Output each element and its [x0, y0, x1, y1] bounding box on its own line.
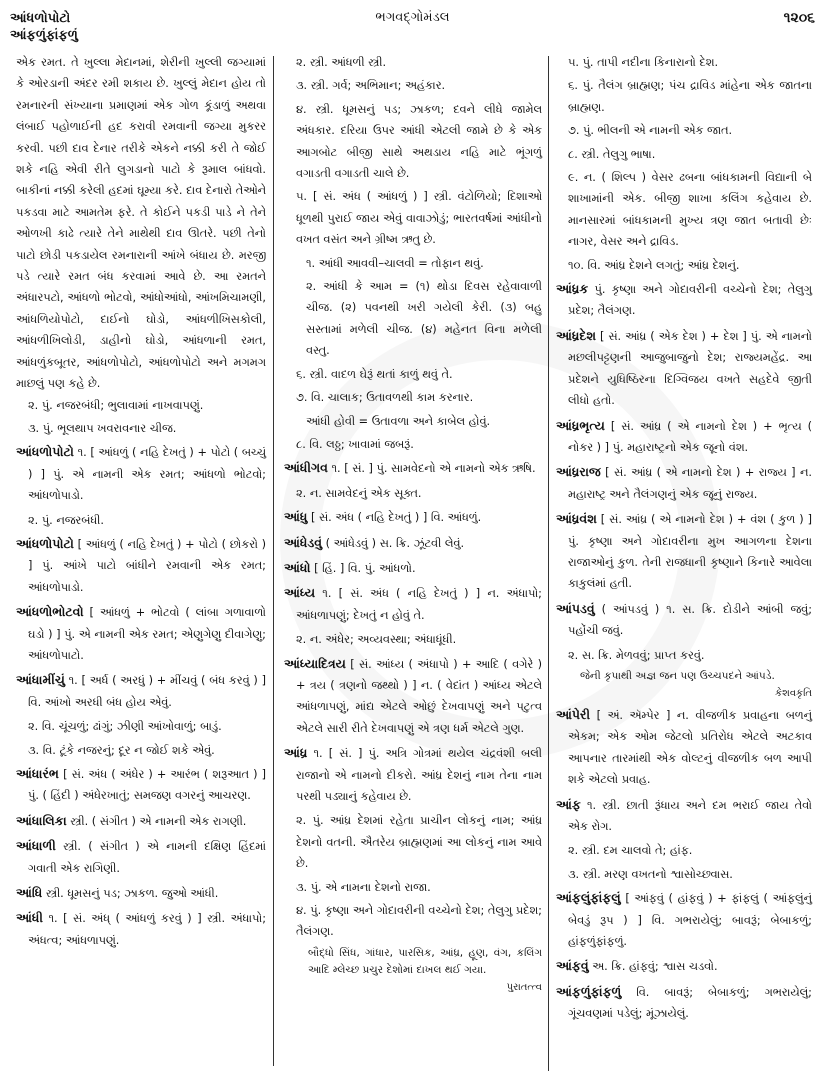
- definition-text: સ્ત્રી. ( સંગીત ) એ નામની એક રાગણી.: [70, 814, 247, 828]
- definition-text: ૧. સ્ત્રી. છાતી રૂંધાય અને દમ ભરાઈ જાય તેવો એક રોગ.: [568, 798, 812, 833]
- sense-definition: ૮. વિ. લઠ્ઠ; ખાવામાં જબરૂં.: [296, 437, 414, 451]
- headword: આંધી: [16, 910, 43, 926]
- definition-text: [ હિં. ] વિ. પું. આંધળો.: [314, 561, 416, 575]
- headword: આંધળોપોટો: [16, 444, 74, 460]
- sense-definition: ૬. સ્ત્રી. વાદળ ઘેરૂં થતાં કાળું થવું તે.: [296, 367, 453, 381]
- sense-definition: ૨. ન. સામવેદનું એક સૂક્ત.: [296, 486, 422, 500]
- guide-word-first: આંધળોપોટો: [10, 11, 71, 26]
- column-3: [556, 52, 812, 1028]
- sense-definition: ૬. પું. તૈલંગ બ્રાહ્મણ; પંચ દ્રાવિડ માંહેના એક જાતના બ્રાહ્મણ.: [568, 79, 812, 114]
- headword: આંફવું: [556, 958, 589, 974]
- headword: આંફળુંફાંફળું: [556, 983, 622, 999]
- sense-definition: ૩. પું. ભૂલથાપ ખવરાવનાર ચીજ.: [28, 421, 177, 435]
- definition-text: ૧. [ સં. ] પું. સામવેદનો એ નામનો એક ઋષિ.: [331, 462, 536, 476]
- sense-definition: ૪. પું. કૃષ્ણા અને ગોદાવરીની વચ્ચેનો દેશ; તેલુગુ પ્રદેશ; તૈલંગણ.: [296, 904, 542, 939]
- dictionary-entry: [16, 810, 266, 832]
- sense-definition: ૨. સ્ત્રી. દમ ચાલવો તે; હાંફ.: [568, 844, 693, 858]
- sense-definition: આંધી હોવી = ઉતાવળા અને કાબેલ હોવું.: [306, 414, 491, 428]
- page-number: ૧૨૦૬: [783, 10, 815, 26]
- column-divider: [548, 56, 549, 1071]
- sense-definition: ૧૦. વિ. આંધ્ર દેશને લગતું; આંધ્ર દેશનું.: [568, 258, 740, 272]
- sense-definition: ૮. સ્ત્રી. તેલુગુ ભાષા.: [568, 147, 656, 161]
- sense-definition: ૫. [ સં. અંધ ( આંધળું ) ] સ્ત્રી. વંટોળિયો; દિશાઓ ધૂળથી પુરાઈ જાય એવું વાવાઝોડું; ભારતવર્ષમાં આંધીનો વખત વસંત અને ગ્રીષ્મ ઋતુ છે.: [296, 190, 542, 247]
- column-1: [16, 52, 266, 954]
- page-header: [0, 4, 825, 44]
- quote-text: જેની કૃપાથી અજ્ઞ જન પણ ઉચ્ચપદને આંપડે.: [580, 669, 775, 682]
- headword: આંધ્રભૃત્ય: [556, 417, 605, 433]
- headword: આંધીગવ: [284, 460, 328, 476]
- sense-definition: ૧. આંધી આવવી–ચાલવી = તોફાન થવું.: [306, 256, 484, 270]
- dictionary-entry: [16, 882, 266, 904]
- headword: આંપડવું: [556, 600, 595, 616]
- dictionary-entry: [284, 532, 542, 554]
- dictionary-entry: [556, 887, 812, 952]
- dictionary-entry: [284, 457, 542, 479]
- definition-text: [ સં. અંધ ( નહિ દેખતું ) ] વિ. આંધળું.: [311, 511, 482, 525]
- sense-definition: ૨. આંધી કે આમ = (૧) થોડા દિવસ રહેવાવાળી ચીજ. (૨) પવનથી ખરી ગયેલી કેરી. (૩) બહુ સસ્તામાં મળેલી ચીજ. (૪) મહેનત વિના મળેલી વસ્તુ.: [306, 280, 542, 358]
- definition-text: [ આંધળું ( નહિ દેખતું ) + પોટો ( છોકરો ) ] પું. આંખે પાટો બાંધીને રમવાની એક રમત; આંધળોપાડો.: [28, 537, 267, 594]
- headword: આંધ્ર: [284, 745, 308, 761]
- dictionary-entry: [16, 763, 266, 807]
- dictionary-entry: [16, 441, 266, 506]
- headword: આંધુ: [284, 509, 308, 525]
- headword: આંધળોપોટો: [16, 535, 74, 551]
- sense-definition: ૭. વિ. ચાલાક; ઉતાવળથી કામ કરનાર.: [296, 391, 474, 405]
- definition-text: ૧. [ આંધળું ( નહિ દેખતું ) + પોટો ( બચ્ચું ) ] પું. એ નામની એક રમત; આંધળો ભોટવો; આંધળોપાડો.: [28, 446, 267, 503]
- definition-text: ૧. [ સં. અંધ ( નહિ દેખતું ) ] ન. અંધાપો; આંધળાપણું; દેખતું ન હોવું તે.: [296, 587, 542, 622]
- sense-definition: ૨. પું. નજરબંધી; ભુલાવામાં નાખવાપણું.: [28, 398, 204, 412]
- definition-text: [ આંફવું ( હાંફવું ) + ફાંફલું ( આંફલુંનું બેવડું રૂપ ) ] વિ. ગભરાયેલું; બાવરૂં; બેબાકળું; હાંફળુંફાંફળું.: [568, 892, 812, 949]
- dictionary-entry: [556, 794, 812, 838]
- headword: આંફ: [556, 796, 581, 812]
- definition-text: ૧. [ અર્ધ ( અરધું ) + મીંચવું ( બંધ કરવું ) ] વિ. આંખો અરધી બંધ હોય એવું.: [28, 674, 266, 709]
- dictionary-entry: [556, 325, 812, 412]
- dictionary-entry: [16, 835, 266, 879]
- dictionary-entry: [284, 653, 542, 740]
- headword: આંધ્યાદિત્રય: [284, 655, 346, 671]
- sense-definition: ૨. પું. નજરબંધી.: [28, 513, 104, 527]
- dictionary-entry: [16, 601, 266, 666]
- column-2: [284, 52, 542, 998]
- headword: આંધામીંચું: [16, 672, 65, 688]
- headword: આંધારંભ: [16, 766, 59, 781]
- dictionary-entry: [556, 415, 812, 459]
- definition-text: ( આંપડવું ) ૧. સ. ક્રિ. દોડીને આંબી જવું; પહોંચી જવું.: [568, 602, 812, 638]
- definition-text: [ સં. આંધ્ર ( એ નામનો દેશ ) + રાજ્ય ] ન. મહારાષ્ટ્ર અને તૈલંગણનું એક જૂનું રાજ્ય.: [568, 466, 812, 501]
- definition-text: સ્ત્રી. ( સંગીત ) એ નામની દક્ષિણ હિંદમાં ગવાતી એક રાગિણી.: [28, 840, 267, 875]
- quote-source: પુરાતત્ત્વ: [506, 981, 542, 993]
- dictionary-entry: [556, 955, 812, 977]
- definition-text: ૧. [ સં. ] પું. અત્રિ ગોત્રમાં થયેલ ચંદ્રવંશી બલી રાજાનો એ નામનો દીકરો. આંધ્ર દેશનું નામ તેના નામ પરથી પડ્યાનું કહેવાય છે.: [296, 747, 543, 803]
- dictionary-entry: [16, 907, 266, 951]
- citation-quote: [556, 668, 812, 702]
- definition-text: [ સં. આંધ્ય ( અંધાપો ) + આદિ ( વગેરે ) + ત્રય ( ત્રણનો જથ્થો ) ] ન. ( વેદાંત ) આંધ્ય એટલે આંધળાપણું, માંદ્ય એટલે ઓછું દેખવાપણું અને પટુત્વ એટલે સારી રીતે દેખવાપણું એ ત્રણ ધર્મ એટલે ગુણ.: [296, 657, 543, 735]
- quote-text: બૌદ્ધો સિંધ, ગાંધાર, પારસિક, આંધ્ર, હૂણ, વંગ, કલિંગ આદિ મ્લેચ્છ પ્રચુર દેશોમાં દાખલ થઈ ગયા.: [308, 946, 542, 976]
- headword: આંપેરી: [556, 706, 591, 722]
- headword: આંફલુંફાંફલું: [556, 890, 621, 906]
- definition-text: [ સં. આંધ્ર ( એક દેશ ) + દેશ ] પું. એ નામનો મછલીપટ્ટણની આજુબાજુનો દેશ; રાજ્યમહેંદ્ર. આ પ્રદેશને યુધિષ્ઠિરના દિગ્વિજય વખતે સહદેવે જીતી લીધો હતો.: [568, 329, 812, 408]
- headword: આંધેડવું: [284, 534, 323, 550]
- headword: આંધિ: [16, 885, 43, 901]
- dictionary-entry: [284, 582, 542, 626]
- quote-source: કેશવકૃતિ: [775, 687, 812, 699]
- headword: આંધાલિકા: [16, 812, 67, 828]
- definition-text: ( આંધેડવું ) સ. ક્રિ. ઝૂંટવી લેવું.: [325, 536, 465, 550]
- sense-definition: ૩. વિ. ટૂંકે નજરનું; દૂર ન જોઈ શકે એવું.: [28, 743, 215, 757]
- sense-definition: ૩. સ્ત્રી. ગર્વ; અભિમાન; અહંકાર.: [296, 79, 446, 93]
- sense-definition: ૪. સ્ત્રી. ધૂમસનું પડ; ઝાકળ; દવને લીધે જામેલ અંધકાર. દરિયા ઉપર આંધી એટલી જામે છે કે એક આગબોટ બીજી સાથે અથડાય નહિ માટે ભૂંગળું વગાડતી વગાડતી ચાલે છે.: [296, 102, 542, 181]
- sense-definition: ૨. સ્ત્રી. આંધળી સ્ત્રી.: [296, 56, 387, 69]
- sense-definition: ૨. પું. આંધ્ર દેશમાં રહેતા પ્રાચીન લોકનું નામ; આંધ્ર દેશનો વતની. ઐતરેય બ્રાહ્મણમાં આ લોકનું નામ આવે છે.: [296, 814, 542, 871]
- definition-text: સ્ત્રી. ધૂમસનું પડ; ઝાકળ. જુઓ આંધી.: [45, 887, 219, 901]
- headword: આંધ્રરાજ: [556, 464, 601, 480]
- sense-definition: ૨. સ. ક્રિ. મેળવવું; પ્રાપ્ત કરવું.: [568, 648, 705, 662]
- definition-text: વિ. બાવરૂં; બેબાકળું; ગભરાયેલું; ગૂંચવણમાં પડેલું; મૂંઝાયેલું.: [568, 985, 812, 1021]
- sense-definition: ૨. વિ. ચૂંચળું; ઢાંગું; ઝીણી આંખોવાળું; બાડું.: [28, 720, 222, 734]
- page-title: ભગવદ્ગોમંડલ: [375, 10, 450, 25]
- dictionary-entry: [284, 506, 542, 528]
- definition-text: [ અં. ઍમ્પેર ] ન. વીજળીક પ્રવાહના બળનું એકમ; એક ઓમ જેટલો પ્રતિરોધ એટલે અટકાવ આપનાર તારમાંથી એક વોલ્ટનું વીજળીક બળ આપી શકે એટલો પ્રવાહ.: [568, 708, 813, 787]
- column-divider: [273, 56, 274, 1066]
- continued-definition: એક રમત. તે ખુલ્લા મેદાનમાં, શેરીની ખુલ્લી જગ્યામાં કે ઓરડાની અંદર રમી શકાય છે. ખુલ્લું મેદાન હોય તો રમનારની સંખ્યાના પ્રમાણમાં એક ગોળ કૂંડાળું અથવા લંબાઈ પહોળાઈની હદ કરાવી રમવાની જગ્યા મુકરર કરવી. પછી દાવ દેનાર તરીકે એકને નક્કી કરી તે જોઈ શકે નહિ એવી રીતે લુગડાનો પાટો કે રૂમાલ બાંધવો. બાકીનાં નક્કી કરેલી હદમાં ઘૂમ્યા કરે. દાવ દેનારો તેઓને પકડવા માટે આમતેમ ફરે. તે કોઈને પકડી પાડે ને તેને ઓળખી કાઢે ત્યારે તેને માથેથી દાવ ઊતરે. પછી તેનો પાટો છોડી પકડાયેલ રમનારાની આંખે બંધાય છે. મરજી પડે ત્યારે રમત બંધ કરવામાં આવે છે. આ રમતને અંધારપટો, આંધળો ભોટવો, આંધોઆંધો, આંખમિચામણી, આંધળિયોપોટો, દાઈનો ઘોડો, આંધળીખિસકોલી, આંધળીખિલોડી, ડાહીનો ઘોડો, આંધળાની રમત, આંધળુંકબૂતર, આંધળોપોટો, આંધળોપોટો અને મગમગ માછલું પણ કહે છે.: [16, 56, 266, 391]
- dictionary-entry: [16, 533, 266, 598]
- headword: આંધ્રદેશ: [556, 327, 597, 343]
- sense-definition: ૩. સ્ત્રી. મરણ વખતનો શ્વાસોચ્છ્વાસ.: [568, 867, 733, 881]
- sense-definition: ૯. ન. ( શિલ્પ ) વેસર ઢબના બાંધકામની વિદ્યાની બે શાખામાંની એક. બીજી શાખા કલિંગ કહેવાય છે. માનસારમાં બાંધકામની મુખ્ય ત્રણ જાત બતાવી છેઃ નાગર, વેસર અને દ્રાવિડ.: [568, 171, 812, 249]
- headword: આંધ્ય: [284, 585, 316, 601]
- headword: આંધ્રક: [556, 281, 589, 297]
- headword: આંધળોભોટવો: [16, 604, 84, 620]
- definition-text: ૧. [ સં. અંધ્ ( આંધળું કરવું ) ] સ્ત્રી. અંધાપો; અંધત્વ; આંધળાપણું.: [28, 912, 266, 947]
- definition-text: [ સં. અંધ ( અંધેર ) + આરંભ ( શરૂઆત ) ] પું. ( હિંદી ) અંધેરખાતું; સમજણ વગરનું આચરણ.: [28, 768, 267, 803]
- dictionary-entry: [284, 742, 542, 807]
- headword: આંધાળી: [16, 838, 56, 854]
- headword: આંધો: [284, 559, 311, 575]
- dictionary-entry: [556, 598, 812, 642]
- sense-definition: ૭. પું. ભીલની એ નામની એક જાત.: [568, 124, 733, 138]
- dictionary-entry: [284, 557, 542, 579]
- sense-definition: ૩. પું. એ નામના દેશનો રાજા.: [296, 880, 431, 894]
- dictionary-entry: [556, 508, 812, 595]
- dictionary-entry: [556, 461, 812, 505]
- dictionary-entry: [556, 278, 812, 322]
- definition-text: અ. ક્રિ. હાંફવું; શ્વાસ ચડવો.: [592, 960, 718, 974]
- headword: આંધ્રવંશ: [556, 511, 597, 527]
- dictionary-entry: [556, 981, 812, 1025]
- definition-text: [ સં. આંધ્ર ( એ નામનો દેશ ) + વંશ ( કુળ ) ] પું. કૃષ્ણા અને ગોદાવરીના મુખ આગળના દેશના રાજાઓનું કુળ. તેની રાજધાની કૃષ્ણાને કિનારે આવેલા કાકુલંમાં હતી.: [568, 513, 812, 591]
- dictionary-entry: [16, 669, 266, 713]
- sense-definition: ૫. પું. તાપી નદીના કિનારાનો દેશ.: [568, 56, 719, 69]
- definition-text: [ આંધળું + ભોટવો ( લાંબા ગળાવાળો ઘડો ) ] પું. એ નામની એક રમત; એણુગેણુ દીવાગેણુ; આંધળોપાટો.: [28, 606, 266, 662]
- sense-definition: ૨. ન. અંધેર; અવ્યવસ્થા; અંધાધૂંધી.: [296, 633, 457, 647]
- citation-quote: [284, 945, 542, 996]
- dictionary-entry: [556, 704, 812, 791]
- definition-text: પું. કૃષ્ણા અને ગોદાવરીની વચ્ચેનો દેશ; તેલુગુ પ્રદેશ; તૈલંગણ.: [568, 283, 812, 318]
- definition-text: [ સં. આંધ્ર ( એ નામનો દેશ ) + ભૃત્ય ( નોકર ) ] પું. મહારાષ્ટ્રનો એક જૂનો વંશ.: [568, 419, 813, 454]
- guide-word-last: આંફળુંફાંફળું: [10, 28, 78, 43]
